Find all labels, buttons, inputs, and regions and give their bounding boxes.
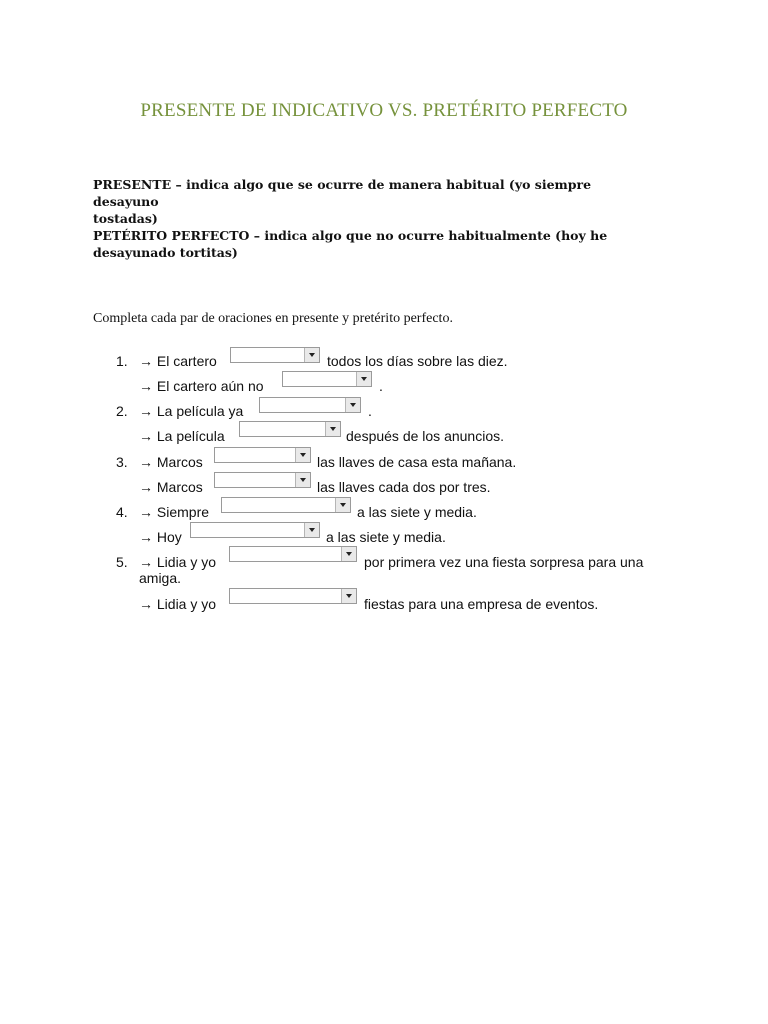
definition-line: tostadas) — [93, 211, 158, 226]
answer-dropdown-4a[interactable] — [221, 497, 351, 513]
exercise-text: a las siete y media. — [326, 529, 446, 545]
exercise-text: por primera vez una fiesta sorpresa para una — [364, 554, 644, 570]
chevron-down-icon[interactable] — [325, 422, 340, 436]
answer-dropdown-1a[interactable] — [230, 347, 320, 363]
exercise-text: amiga. — [139, 570, 182, 586]
exercise-text: → La película — [139, 428, 225, 444]
exercise-text: → Hoy — [139, 529, 182, 545]
answer-dropdown-2b[interactable] — [239, 421, 341, 437]
chevron-down-icon[interactable] — [341, 547, 356, 561]
answer-dropdown-4b[interactable] — [190, 522, 320, 538]
exercise-text: → La película ya — [139, 403, 244, 419]
chevron-down-icon[interactable] — [304, 523, 319, 537]
exercise-number: 5. — [116, 554, 128, 570]
exercise-text: → Marcos — [139, 454, 203, 470]
exercise-text: después de los anuncios. — [346, 428, 504, 444]
answer-dropdown-1b[interactable] — [282, 371, 372, 387]
chevron-down-icon[interactable] — [341, 589, 356, 603]
chevron-down-icon[interactable] — [335, 498, 350, 512]
answer-dropdown-5a[interactable] — [229, 546, 357, 562]
exercise-text: → El cartero — [139, 353, 217, 369]
exercise-text: → Lidia y yo — [139, 596, 217, 612]
exercise-text: → Marcos — [139, 479, 203, 495]
exercise-text: a las siete y media. — [357, 504, 477, 520]
chevron-down-icon[interactable] — [295, 473, 310, 487]
exercise-text: → El cartero aún no — [139, 378, 264, 394]
definition-preterito — [93, 227, 653, 261]
exercise-text: todos los días sobre las diez. — [327, 353, 508, 369]
exercise-text: . — [368, 403, 372, 419]
answer-dropdown-3a[interactable] — [214, 447, 311, 463]
exercise-number: 4. — [116, 504, 128, 520]
exercise-text: . — [379, 378, 383, 394]
definition-line: PRESENTE – indica algo que se ocurre de manera habitual (yo siempre desayuno — [93, 177, 592, 209]
page-title: PRESENTE DE INDICATIVO VS. PRETÉRITO PERFECTO — [140, 100, 628, 121]
exercise-number: 1. — [116, 353, 128, 369]
exercise-number: 3. — [116, 454, 128, 470]
chevron-down-icon[interactable] — [345, 398, 360, 412]
answer-dropdown-2a[interactable] — [259, 397, 361, 413]
chevron-down-icon[interactable] — [304, 348, 319, 362]
instructions: Completa cada par de oraciones en presente y pretérito perfecto. — [93, 311, 453, 326]
answer-dropdown-3b[interactable] — [214, 472, 311, 488]
exercise-text: las llaves de casa esta mañana. — [317, 454, 517, 470]
answer-dropdown-5b[interactable] — [229, 588, 357, 604]
exercise-text: las llaves cada dos por tres. — [317, 479, 491, 495]
exercise-text: → Lidia y yo — [139, 554, 217, 570]
exercise-text: fiestas para una empresa de eventos. — [364, 596, 599, 612]
definition-line: desayunado tortitas) — [93, 245, 238, 260]
chevron-down-icon[interactable] — [295, 448, 310, 462]
exercise-number: 2. — [116, 403, 128, 419]
exercise-text: → Siempre — [139, 504, 210, 520]
definition-line: PETÉRITO PERFECTO – indica algo que no ocurre habitualmente (hoy he — [93, 228, 608, 243]
definition-presente — [93, 176, 653, 227]
chevron-down-icon[interactable] — [356, 372, 371, 386]
